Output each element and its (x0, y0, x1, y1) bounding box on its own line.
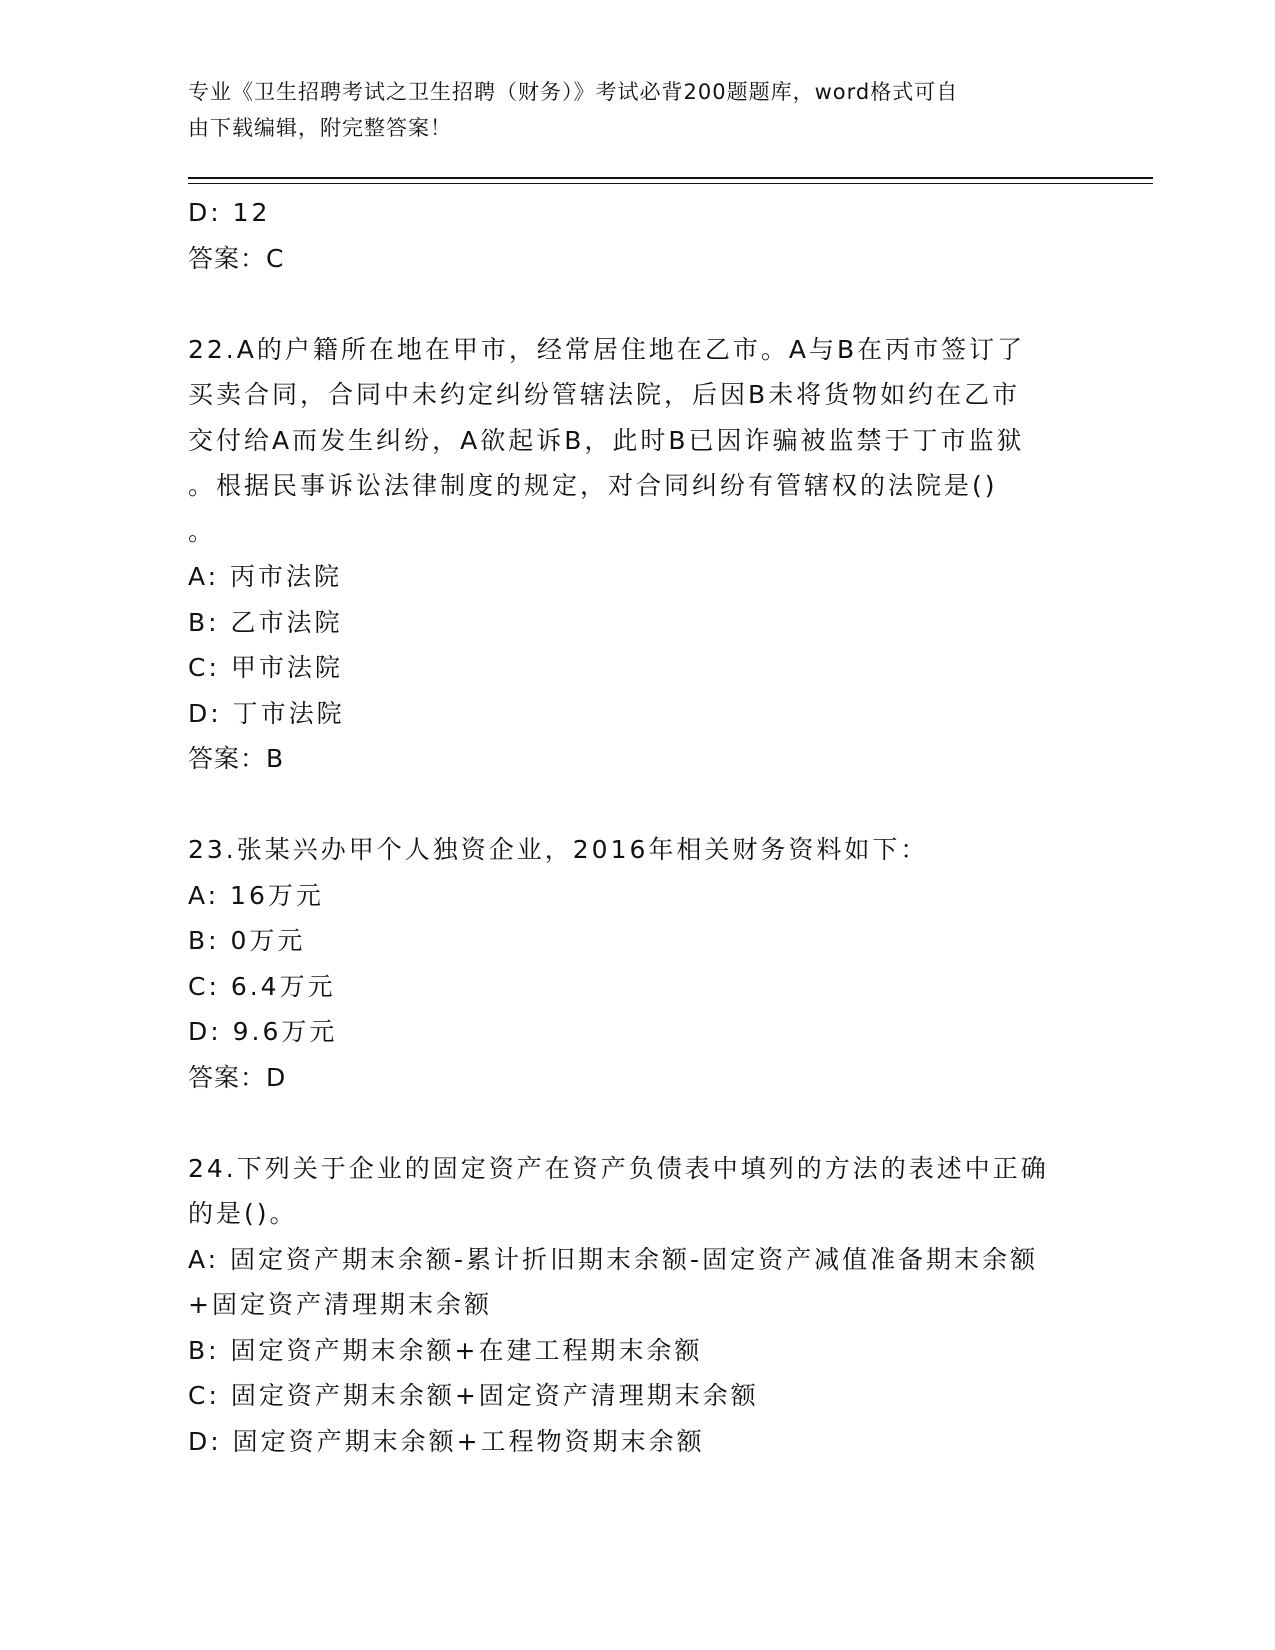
answer-line: 答案：B (188, 744, 285, 773)
question-text-line: 24.下列关于企业的固定资产在资产负债表中填列的方法的表述中正确 (188, 1153, 1049, 1183)
previous-question-tail (188, 190, 1068, 281)
question-22 (188, 327, 1068, 782)
spacer (188, 782, 1068, 828)
option-d: D: 固定资产期末余额+工程物资期末余额 (188, 1426, 705, 1456)
option-d: D: 9.6万元 (188, 1017, 338, 1046)
question-text-line: 。 (188, 516, 217, 546)
page-header (188, 74, 1068, 146)
answer-line: 答案：D (188, 1062, 287, 1092)
option-d: D: 12 (188, 198, 271, 227)
spacer (188, 1100, 1068, 1146)
question-text-line: 23.张某兴办甲个人独资企业，2016年相关财务资料如下： (188, 835, 929, 864)
question-text-line: 买卖合同，合同中未约定纠纷管辖法院，后因B未将货物如约在乙市 (188, 380, 1021, 409)
question-24 (188, 1146, 1068, 1465)
header-rule-thick (188, 177, 1153, 179)
header-line-2: 由下载编辑，附完整答案！ (188, 116, 452, 140)
header-line-1: 专业《卫生招聘考试之卫生招聘（财务）》考试必背200题题库，word格式可自 (188, 80, 959, 104)
option-a: A: 固定资产期末余额-累计折旧期末余额-固定资产减值准备期末余额 (188, 1244, 1039, 1274)
answer-line: 答案：C (188, 243, 285, 273)
option-a-continued: +固定资产清理期末余额 (188, 1290, 492, 1319)
option-b: B: 固定资产期末余额+在建工程期末余额 (188, 1335, 703, 1365)
question-23 (188, 827, 1068, 1100)
option-a: A: 16万元 (188, 880, 324, 910)
header-rule-thin (188, 183, 1153, 184)
option-d: D: 丁市法院 (188, 698, 345, 728)
option-a: A: 丙市法院 (188, 562, 343, 591)
option-c: C: 固定资产期末余额+固定资产清理期末余额 (188, 1381, 759, 1410)
question-text-line: 22.A的户籍所在地在甲市，经常居住地在乙市。A与B在丙市签订了 (188, 334, 1026, 364)
question-text-line: 。根据民事诉讼法律制度的规定，对合同纠纷有管辖权的法院是() (188, 471, 998, 500)
spacer (188, 281, 1068, 327)
option-c: C: 6.4万元 (188, 971, 336, 1001)
question-text-line: 的是()。 (188, 1199, 298, 1228)
option-c: C: 甲市法院 (188, 653, 343, 682)
option-b: B: 0万元 (188, 926, 306, 955)
question-text-line: 交付给A而发生纠纷，A欲起诉B，此时B已因诈骗被监禁于丁市监狱 (188, 425, 1025, 455)
option-b: B: 乙市法院 (188, 607, 343, 637)
document-body (188, 190, 1068, 1464)
